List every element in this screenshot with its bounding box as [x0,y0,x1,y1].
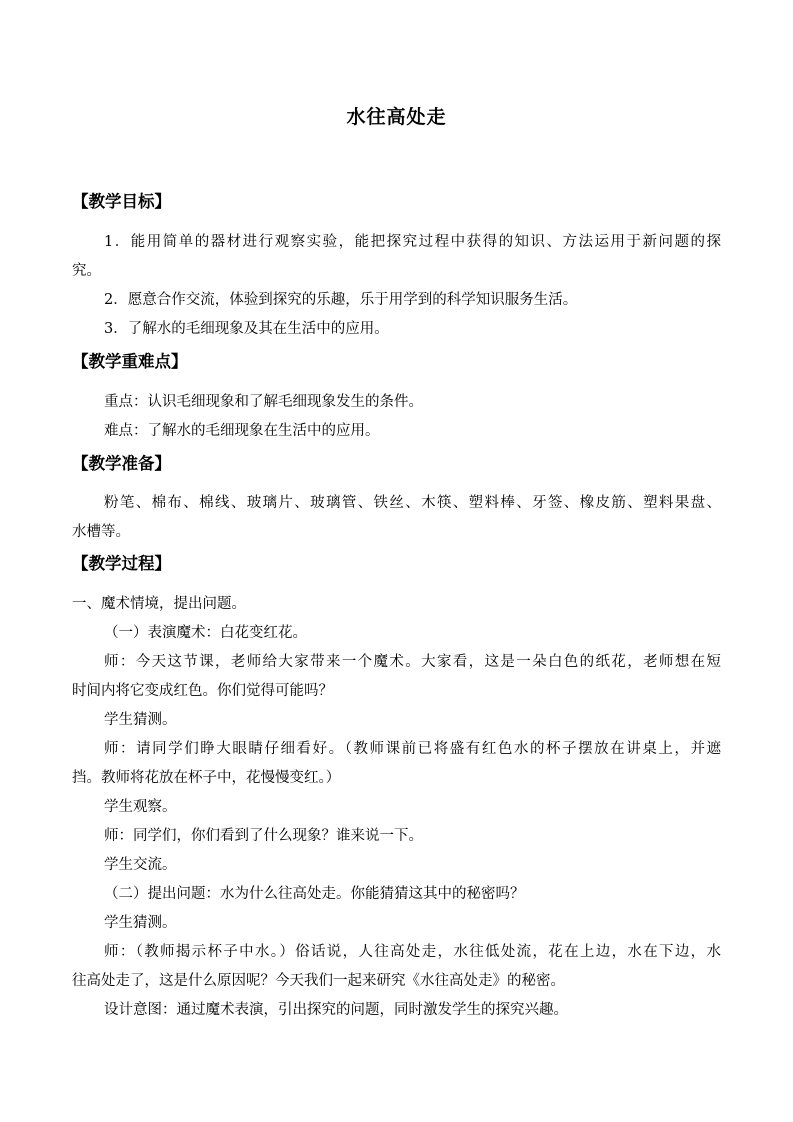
process-line: （一）表演魔术：白花变红花。 [104,625,307,641]
process-line: 学生猜测。 [104,712,177,728]
process-line: 师：同学们，你们看到了什么现象？谁来说一下。 [104,828,423,844]
preparation-line-2: 水槽等。 [72,524,130,540]
key-point-line: 重点：认识毛细现象和了解毛细现象发生的条件。 [104,394,423,410]
section-heading-process: 【教学过程】 [72,554,171,573]
process-line: 时间内将它变成红色。你们觉得可能吗？ [72,683,333,699]
objective-line-1: 1．能用简单的器材进行观察实验，能把探究过程中获得的知识、方法运用于新问题的探 [104,234,721,250]
process-line: 往高处走了，这是什么原因呢？今天我们一起来研究《水往高处走》的秘密。 [72,973,565,989]
objective-line-1-cont: 究。 [72,263,101,279]
objective-line-2: 2．愿意合作交流，体验到探究的乐趣，乐于用学到的科学知识服务生活。 [104,292,578,308]
section-heading-key-points: 【教学重难点】 [72,352,188,371]
process-line: 学生观察。 [104,799,177,815]
section-heading-preparation: 【教学准备】 [72,454,171,473]
process-line: 学生猜测。 [104,915,177,931]
process-line: 一、魔术情境，提出问题。 [72,596,246,612]
process-line: 学生交流。 [104,857,177,873]
process-line: 师：（教师揭示杯子中水。）俗话说，人往高处走，水往低处流，花在上边，水在下边，水 [104,944,721,960]
page-title: 水往高处走 [346,106,447,128]
process-line: 师：请同学们睁大眼睛仔细看好。（教师课前已将盛有红色水的杯子摆放在讲桌上，并遮 [104,741,721,757]
difficult-point-line: 难点：了解水的毛细现象在生活中的应用。 [104,423,380,439]
preparation-line-1: 粉笔、棉布、棉线、玻璃片、玻璃管、铁丝、木筷、塑料棒、牙签、橡皮筋、塑料果盘、 [104,495,721,511]
section-heading-objectives: 【教学目标】 [72,192,171,211]
design-intent-line: 设计意图：通过魔术表演，引出探究的问题，同时激发学生的探究兴趣。 [104,1002,568,1018]
objective-line-3: 3．了解水的毛细现象及其在生活中的应用。 [104,321,389,337]
process-line: 挡。教师将花放在杯子中，花慢慢变红。） [72,770,341,786]
process-line: 师：今天这节课，老师给大家带来一个魔术。大家看，这是一朵白色的纸花，老师想在短 [104,654,721,670]
process-line: （二）提出问题：水为什么往高处走。你能猜猜这其中的秘密吗？ [104,886,525,902]
